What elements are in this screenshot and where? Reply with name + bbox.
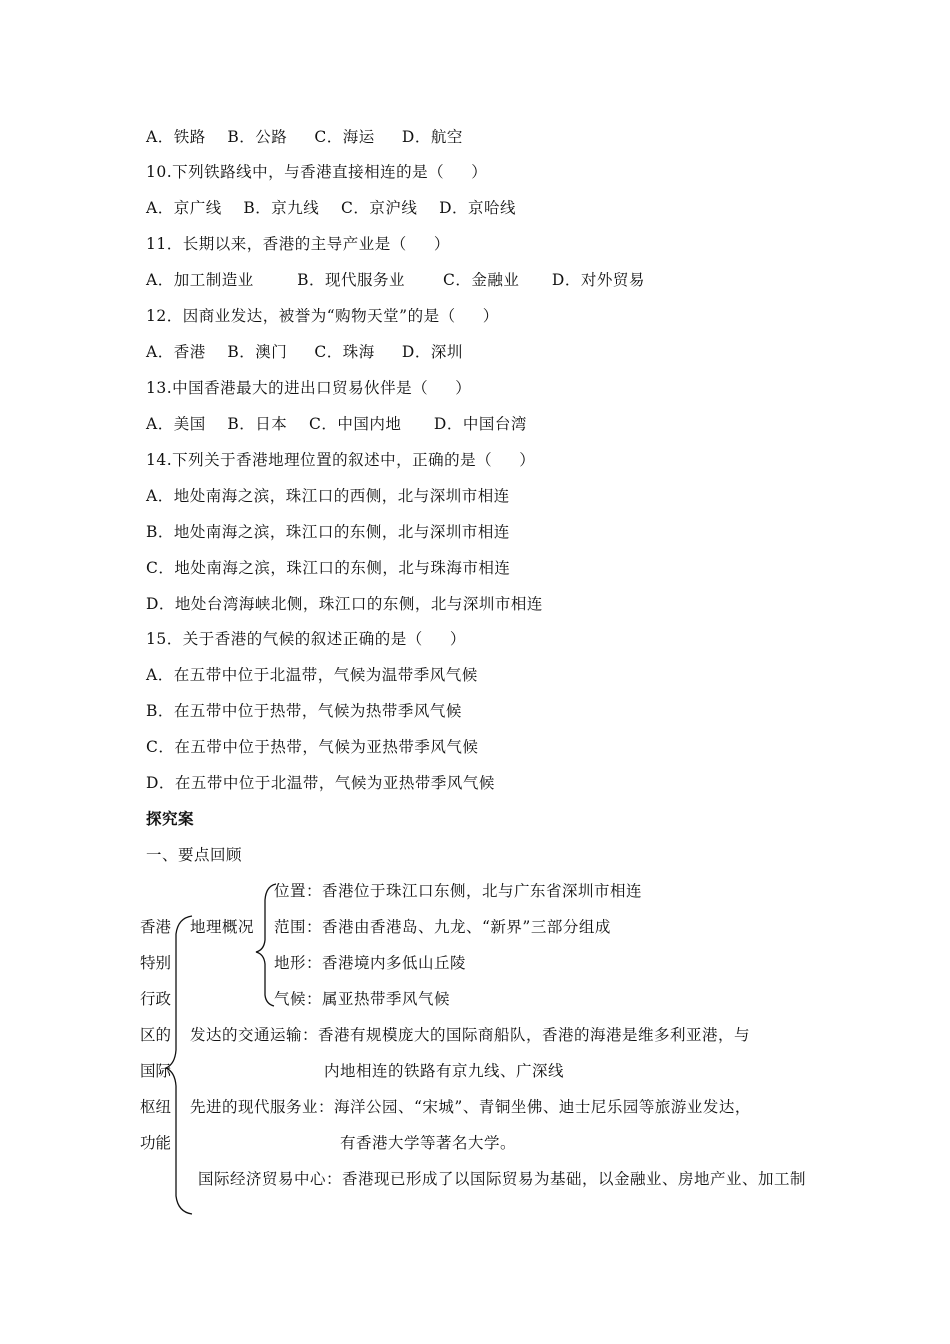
outline-root-line-4: 区的 bbox=[140, 1026, 172, 1044]
q10-options: A．京广线 B．京九线 C．京沪线 D．京哈线 bbox=[146, 199, 516, 217]
geo-climate: 气候：属亚热带季风气候 bbox=[274, 990, 451, 1008]
section-subtitle: 一、要点回顾 bbox=[146, 846, 243, 864]
outline-root-line-2: 特别 bbox=[140, 954, 172, 972]
q9-options: A．铁路 B．公路 C．海运 D．航空 bbox=[146, 128, 463, 146]
outline-root-line-3: 行政 bbox=[140, 990, 172, 1008]
outline-root-line-6: 枢纽 bbox=[140, 1098, 172, 1116]
transport-line-2: 内地相连的铁路有京九线、广深线 bbox=[324, 1062, 565, 1080]
q14-option-a: A．地处南海之滨，珠江口的西侧，北与深圳市相连 bbox=[146, 487, 510, 505]
services-line-1: 先进的现代服务业：海洋公园、“宋城”、青铜坐佛、迪士尼乐园等旅游业发达， bbox=[190, 1098, 751, 1116]
q11-options: A．加工制造业 B．现代服务业 C．金融业 D．对外贸易 bbox=[146, 271, 645, 289]
q10-stem: 10.下列铁路线中，与香港直接相连的是（ ） bbox=[146, 163, 488, 181]
q14-option-c: C．地处南海之滨，珠江口的东侧，北与珠海市相连 bbox=[146, 559, 511, 577]
geo-scope: 范围：香港由香港岛、九龙、“新界”三部分组成 bbox=[274, 918, 611, 936]
q15-option-c: C．在五带中位于热带，气候为亚热带季风气候 bbox=[146, 738, 479, 756]
outline-root-line-5: 国际 bbox=[140, 1062, 172, 1080]
section-title: 探究案 bbox=[146, 810, 195, 828]
trade-line-1: 国际经济贸易中心：香港现已形成了以国际贸易为基础，以金融业、房地产业、加工制 bbox=[198, 1170, 807, 1188]
q15-option-a: A．在五带中位于北温带，气候为温带季风气候 bbox=[146, 666, 478, 684]
q13-stem: 13.中国香港最大的进出口贸易伙伴是（ ） bbox=[146, 379, 472, 397]
q14-option-d: D．地处台湾海峡北侧，珠江口的东侧，北与深圳市相连 bbox=[146, 595, 543, 613]
q15-option-b: B．在五带中位于热带，气候为热带季风气候 bbox=[146, 702, 462, 720]
geo-brace bbox=[256, 884, 276, 1006]
services-line-2: 有香港大学等著名大学。 bbox=[340, 1134, 517, 1152]
q12-options: A．香港 B．澳门 C．珠海 D．深圳 bbox=[146, 343, 463, 361]
geo-terrain: 地形：香港境内多低山丘陵 bbox=[274, 954, 467, 972]
q15-stem: 15．关于香港的气候的叙述正确的是（ ） bbox=[146, 630, 466, 648]
geo-location: 位置：香港位于珠江口东侧，北与广东省深圳市相连 bbox=[274, 882, 643, 900]
outline-root-line-1: 香港 bbox=[140, 918, 172, 936]
q13-options: A．美国 B．日本 C．中国内地 D．中国台湾 bbox=[146, 415, 527, 433]
root-brace bbox=[166, 916, 192, 1214]
q11-stem: 11．长期以来，香港的主导产业是（ ） bbox=[146, 235, 450, 253]
q14-stem: 14.下列关于香港地理位置的叙述中，正确的是（ ） bbox=[146, 451, 536, 469]
transport-line-1: 发达的交通运输：香港有规模庞大的国际商船队，香港的海港是维多利亚港，与 bbox=[190, 1026, 751, 1044]
outline-root-line-7: 功能 bbox=[140, 1134, 172, 1152]
q15-option-d: D．在五带中位于北温带，气候为亚热带季风气候 bbox=[146, 774, 495, 792]
geo-overview-label: 地理概况 bbox=[190, 918, 255, 936]
q14-option-b: B．地处南海之滨，珠江口的东侧，北与深圳市相连 bbox=[146, 523, 510, 541]
q12-stem: 12．因商业发达，被誉为“购物天堂”的是（ ） bbox=[146, 307, 499, 325]
